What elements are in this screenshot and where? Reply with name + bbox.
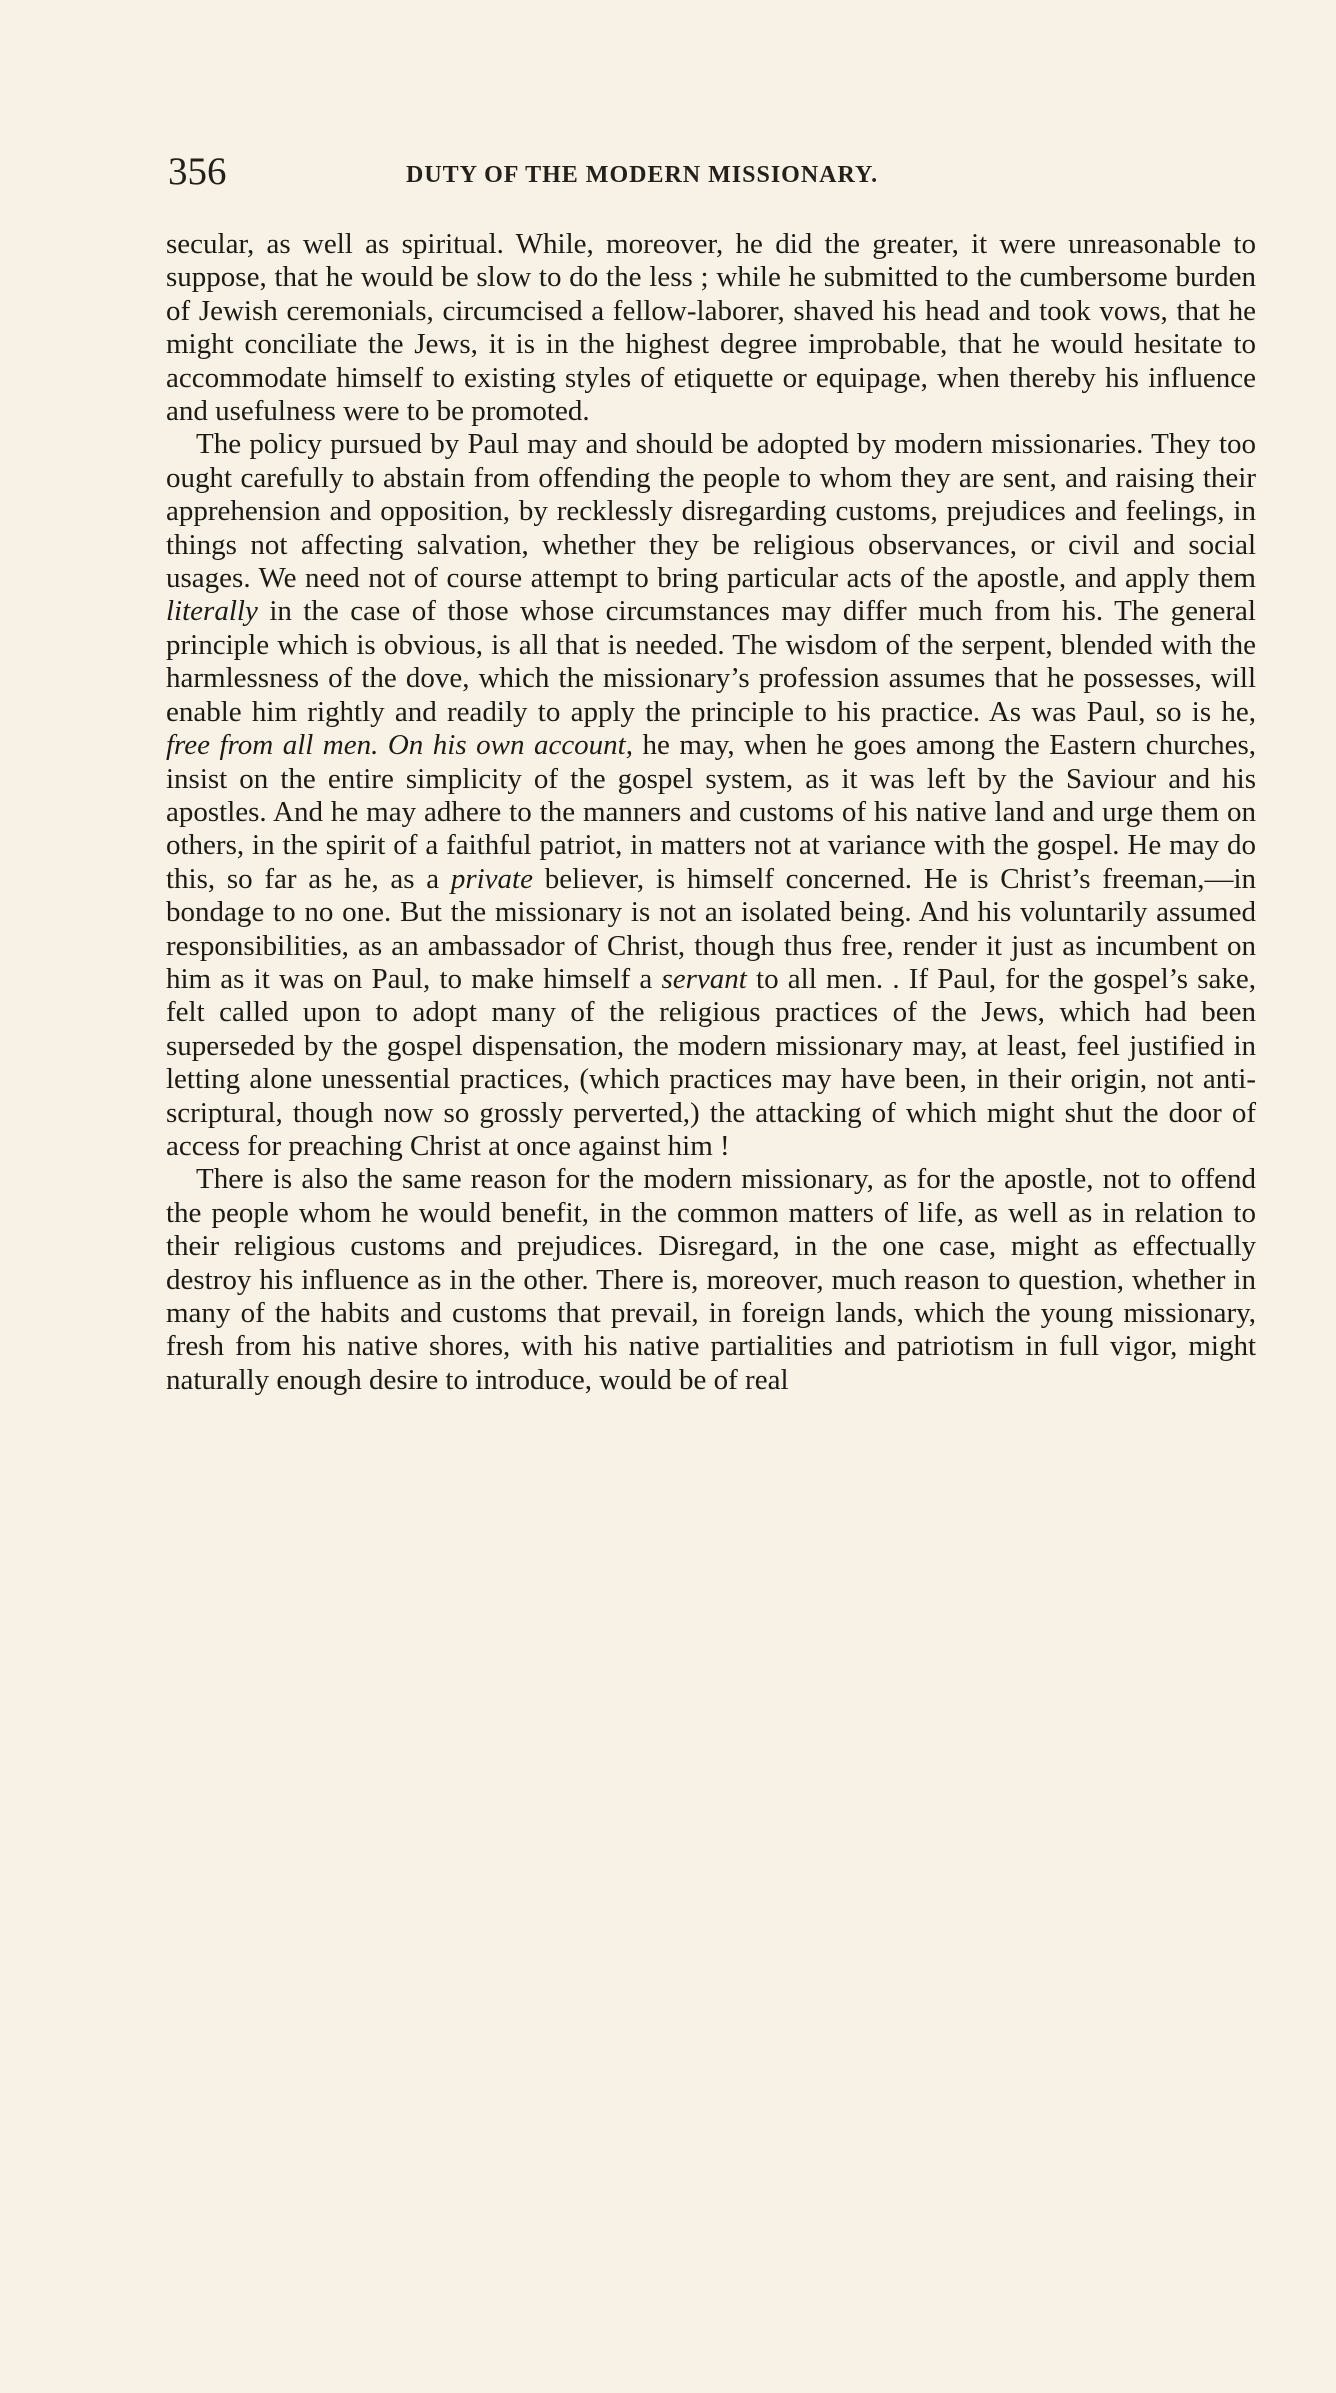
- running-head: DUTY OF THE MODERN MISSIONARY.: [406, 162, 879, 188]
- text-run: The policy pursued by Paul may and should be adopted by modern missionaries. They too ought carefully to abstain from offending the people to whom they are sent, and raising their apprehension and opposition, by recklessly disregarding customs, prejudices and feelings, in things not affecting salvation, whether they be religious observances, or civil and social usages. We need not of course attempt to bring particular acts of the apostle, and apply them: [166, 428, 1256, 595]
- text-run: believer, is himself concerned. He is Christ’s freeman,—in bondage to no one. But the missionary is not an isolated being. And his voluntarily assumed responsibilities, as an ambassador of Christ, though thus free, render it just as incumbent on him as it was on Paul, to make himself a: [166, 862, 1256, 995]
- italic-run: private: [450, 862, 533, 895]
- paragraph: [166, 428, 1256, 1163]
- text-run: he may, when he goes among the Eastern churches, insist on the entire simplicity of the gospel system, as it was left by the Saviour and his apostles. And he may adhere to the manners and customs of his native land and urge them on others, in the spirit of a faithful patriot, in matters not at variance with the gospel. He may do this, so far as he, as a: [166, 729, 1257, 895]
- italic-run: On his own account,: [387, 729, 633, 762]
- page-header: [168, 150, 1260, 200]
- paragraph: [166, 228, 1256, 428]
- text-run: [378, 729, 388, 761]
- page-number: 356: [168, 150, 227, 193]
- italic-run: literally: [166, 595, 258, 628]
- text-run: secular, as well as spiritual. While, moreover, he did the greater, it were unreasonable to suppose, that he would be slow to do the less ; while he submitted to the cumbersome burden of Jewish ceremonials, circumcised a fellow-laborer, shaved his head and took vows, that he might conciliate the Jews, it is in the highest degree improbable, that he would hesitate to accommodate himself to existing styles of etiquette or equipage, when thereby his influence and usefulness were to be promoted.: [166, 228, 1256, 428]
- italic-run: servant: [661, 962, 747, 995]
- text-run: in the case of those whose circumstances may differ much from his. The general principle which is obvious, is all that is needed. The wisdom of the serpent, blended with the harmlessness of the dove, which the missionary’s profession assumes that he possesses, will enable him rightly and readily to apply the principle to his practice. As was Paul, so is he,: [166, 595, 1256, 728]
- text-run: to all men. . If Paul, for the gospel’s sake, felt called upon to adopt many of the religious practices of the Jews, which had been superseded by the gospel dispensation, the modern missionary may, at least, feel justified in letting alone unessential practices, (which practices may have been, in their origin, not anti-scriptural, though now so grossly perverted,) the attacking of which might shut the door of access for preaching Christ at once against him !: [166, 962, 1256, 1162]
- body-text: [166, 228, 1256, 1397]
- paragraph: [166, 1163, 1256, 1397]
- text-run: There is also the same reason for the modern missionary, as for the apostle, not to offend the people whom he would benefit, in the common matters of life, as well as in relation to their religious customs and prejudices. Disregard, in the one case, might as effectually destroy his influence as in the other. There is, moreover, much reason to question, whether in many of the habits and customs that prevail, in foreign lands, which the young missionary, fresh from his native shores, with his native partialities and patriotism in full vigor, might naturally enough desire to introduce, would be of real: [166, 1163, 1256, 1396]
- italic-run: free from all men.: [166, 729, 379, 762]
